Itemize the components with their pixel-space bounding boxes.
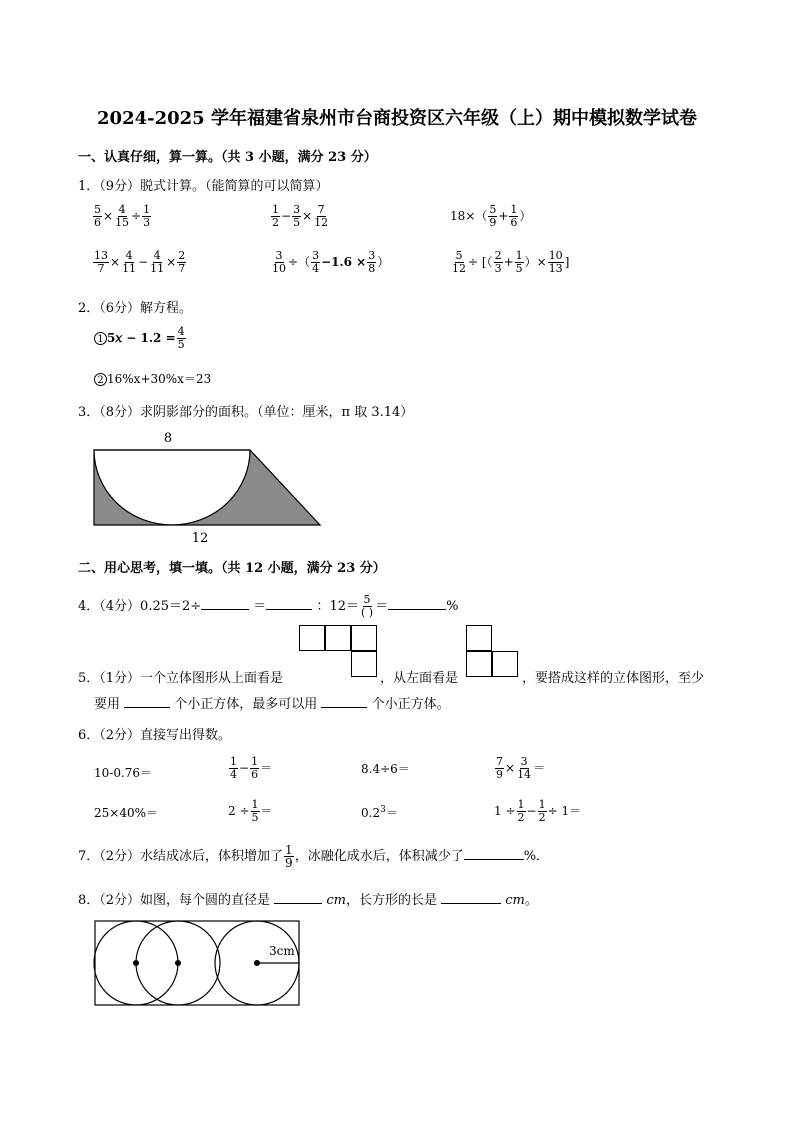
circled-number-2: 2 (94, 373, 107, 386)
answer-blank[interactable] (124, 695, 170, 708)
shaded-area-figure (90, 428, 326, 546)
question-5-line-2: 要用 个小正方体，最多可以用 个小正方体。 (94, 697, 450, 712)
question-6-text: 6．（2分）直接写出得数。 (78, 728, 232, 743)
circled-number-1: 1 (94, 332, 107, 345)
q1-expr-1: $\frac{5}{6}$ × $\frac{4}{15}$ ÷ $\frac{1}{3}$ (94, 203, 151, 229)
bottom-length-label: 12 (191, 531, 209, 546)
question-5-line-1-mid: ，从左面看是 (380, 671, 459, 686)
answer-blank[interactable] (201, 597, 249, 610)
answer-blank[interactable] (274, 891, 322, 904)
answer-blank[interactable] (321, 695, 367, 708)
q1-expr-2: $\frac{1}{2}$ − $\frac{3}{5}$ × $\frac{7}{12}$ (272, 203, 329, 229)
q6-item-7: $0.2^3=$ (361, 805, 398, 820)
question-3-text: 3．（8分）求阴影部分的面积。（单位：厘米，π 取 3.14） (78, 405, 414, 420)
question-1-text: 1．（9分）脱式计算。（能简算的可以简算） (78, 179, 329, 194)
q6-item-1: 10-0.76＝ (94, 766, 153, 780)
q6-item-4: $\frac{7}{9}$ × $\frac{3}{14}$ ＝ (496, 755, 546, 781)
answer-blank[interactable] (266, 597, 312, 610)
center-dot-1 (133, 960, 139, 966)
answer-blank[interactable] (388, 597, 446, 610)
q2-equation-1: 1 5𝑥 − 1.2 = $\frac{4}{5}$ (94, 326, 187, 351)
section-heading-1: 一、认真仔细，算一算。（共 3 小题，满分 23 分） (78, 150, 377, 165)
answer-blank[interactable] (441, 891, 501, 904)
question-4: 4．（4分）0.25＝2÷ ＝ ：12＝ $\frac{5}{( )}$ ＝ % (78, 593, 459, 619)
q6-item-8: 1 ÷ $\frac{1}{2}$ − $\frac{1}{2}$ ÷ 1＝ (494, 798, 582, 824)
q1-expr-6: $\frac{5}{12}$ ÷ [（ $\frac{2}{3}$ + $\frac{1}{5}$ ）× $\frac{10}{13}$ ] (452, 249, 570, 275)
section-heading-2: 二、用心思考，填一填。（共 12 小题，满分 23 分） (78, 561, 386, 576)
center-dot-2 (175, 960, 181, 966)
question-2-text: 2．（6分）解方程。 (78, 301, 193, 316)
q2-equation-2: 2 16%x+30%x＝23 (94, 370, 211, 387)
question-7: 7．（2分）水结成冰后，体积增加了 $\frac{1}{9}$ ，冰融化成水后，体积减少了 %． (78, 843, 550, 870)
radius-label: 3cm (269, 944, 295, 958)
circles-rectangle-figure (93, 919, 303, 1007)
answer-blank[interactable] (464, 847, 524, 860)
top-length-label: 8 (163, 431, 173, 446)
q6-item-5: 25×40%＝ (94, 806, 158, 820)
page-title: 2024-2025 学年福建省泉州市台商投资区六年级（上）期中模拟数学试卷 (97, 108, 697, 129)
q6-item-3: 8.4÷6＝ (361, 762, 410, 776)
question-5-line-1: 5．（1分）一个立体图形从上面看是 (78, 671, 284, 686)
question-5-line-1-post: ，要搭成这样的立体图形，至少 (522, 671, 705, 686)
q6-item-6: 2 ÷ $\frac{1}{5}$ ＝ (228, 798, 273, 824)
q1-expr-3: 18×（ $\frac{5}{9}$ + $\frac{1}{6}$ ） (450, 203, 532, 229)
q1-expr-5: $\frac{3}{10}$ ÷（ $\frac{3}{4}$ −1.6 × $\frac{3}{8}$ ） (272, 249, 390, 275)
q6-item-2: $\frac{1}{4}$ − $\frac{1}{6}$ ＝ (230, 755, 273, 781)
question-8: 8．（2分）如图，每个圆的直径是 cm，长方形的长是 cm。 (78, 893, 538, 908)
q1-expr-4: $\frac{13}{7}$ × $\frac{4}{11}$ − $\frac{4}{11}$ × $\frac{2}{7}$ (94, 249, 186, 275)
